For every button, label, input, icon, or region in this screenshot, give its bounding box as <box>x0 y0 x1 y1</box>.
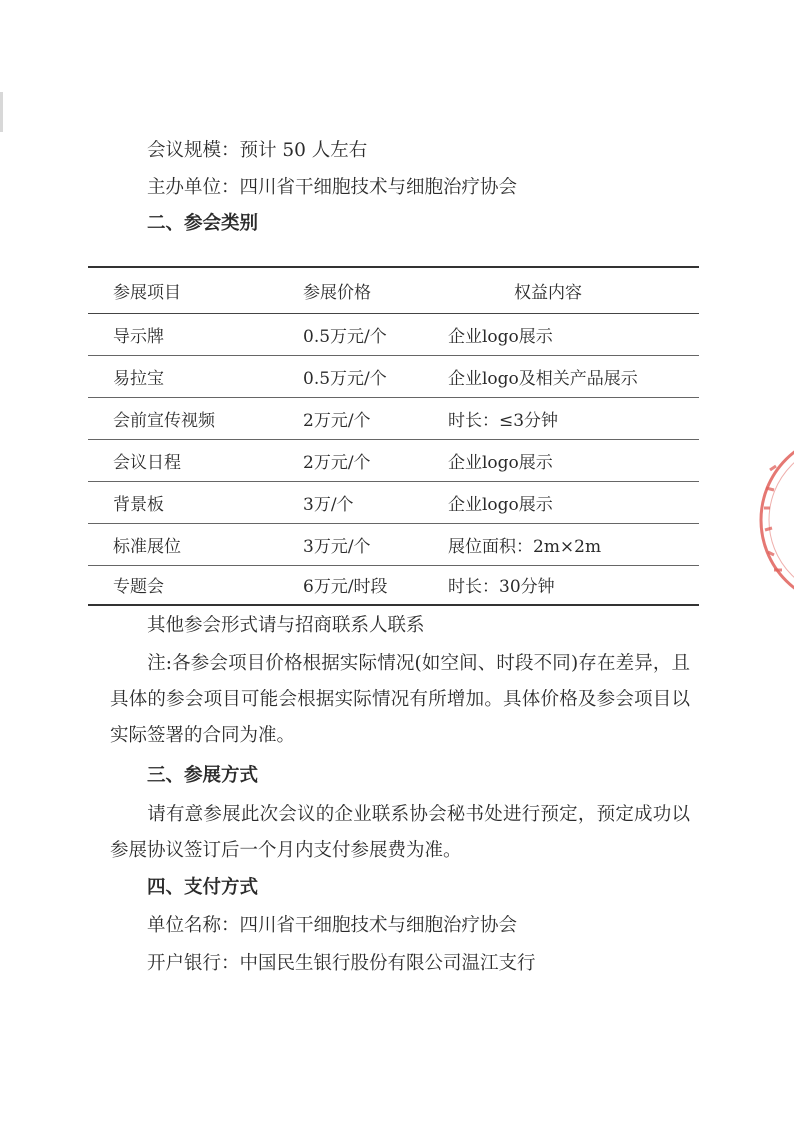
table-row <box>88 523 699 565</box>
cell-price: 3万元/个 <box>303 536 371 557</box>
payee-unit-name: 单位名称：四川省干细胞技术与细胞治疗协会 <box>147 915 518 936</box>
header-benefits: 权益内容 <box>514 282 582 303</box>
table-row <box>88 313 699 355</box>
table-header-row <box>88 267 699 313</box>
section-heading-categories: 二、参会类别 <box>147 213 259 234</box>
table-row <box>88 565 699 605</box>
other-forms-note: 其他参会形式请与招商联系人联系 <box>147 615 425 636</box>
cell-price: 6万元/时段 <box>303 577 388 598</box>
cell-item: 会前宣传视频 <box>113 410 215 431</box>
meeting-scale: 会议规模：预计 50 人左右 <box>147 140 368 161</box>
table-row <box>88 481 699 523</box>
table-row <box>88 397 699 439</box>
cell-benefit: 企业logo展示 <box>448 452 553 473</box>
cell-item: 导示牌 <box>113 326 164 347</box>
participation-paragraph <box>110 797 690 869</box>
scan-edge-mark <box>0 92 3 132</box>
payee-bank: 开户银行：中国民生银行股份有限公司温江支行 <box>147 953 536 974</box>
cell-benefit: 时长：≤3分钟 <box>448 410 559 431</box>
section-heading-participation: 三、参展方式 <box>147 765 259 786</box>
price-note-paragraph <box>110 646 690 754</box>
red-seal-stamp <box>752 430 794 610</box>
cell-item: 会议日程 <box>113 452 181 473</box>
participation-text: 请有意参展此次会议的企业联系协会秘书处进行预定，预定成功以参展协议签订后一个月内支付参展费为准。 <box>110 804 690 861</box>
cell-item: 标准展位 <box>113 536 181 557</box>
cell-price: 2万元/个 <box>303 410 371 431</box>
table-row <box>88 355 699 397</box>
cell-benefit: 展位面积：2m×2m <box>448 536 602 557</box>
section-heading-payment: 四、支付方式 <box>147 877 259 898</box>
fee-table <box>88 266 699 606</box>
cell-price: 2万元/个 <box>303 452 371 473</box>
cell-price: 3万/个 <box>303 494 354 515</box>
cell-benefit: 企业logo展示 <box>448 326 553 347</box>
price-note-text: 注:各参会项目价格根据实际情况(如空间、时段不同)存在差异，且具体的参会项目可能会根据实际情况有所增加。具体价格及参会项目以实际签署的合同为准。 <box>110 653 690 746</box>
cell-item: 背景板 <box>113 494 164 515</box>
organizer: 主办单位：四川省干细胞技术与细胞治疗协会 <box>147 177 518 198</box>
cell-item: 专题会 <box>113 577 164 598</box>
cell-price: 0.5万元/个 <box>303 326 387 347</box>
header-price: 参展价格 <box>303 282 371 303</box>
cell-benefit: 企业logo展示 <box>448 494 553 515</box>
cell-benefit: 企业logo及相关产品展示 <box>448 368 638 389</box>
header-item: 参展项目 <box>113 282 181 303</box>
cell-benefit: 时长：30分钟 <box>448 577 555 598</box>
cell-price: 0.5万元/个 <box>303 368 387 389</box>
cell-item: 易拉宝 <box>113 368 164 389</box>
table-row <box>88 439 699 481</box>
